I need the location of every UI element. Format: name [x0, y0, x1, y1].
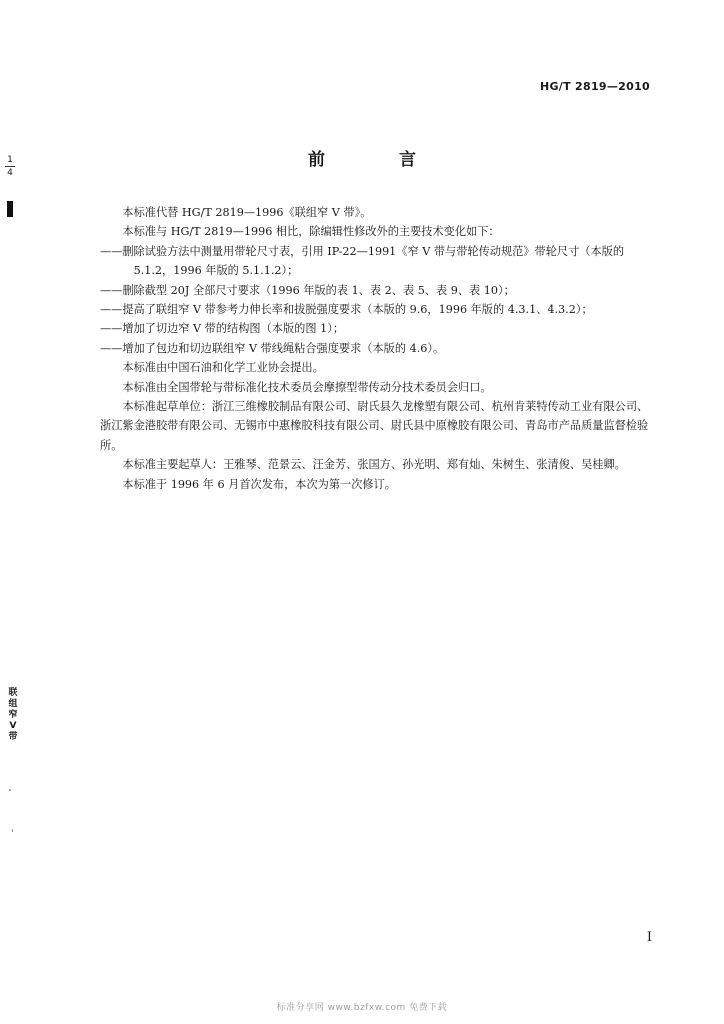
paragraph-changes-intro: 本标准与 HG/T 2819—1996 相比，除编辑性修改外的主要技术变化如下：	[122, 225, 500, 239]
page-number: I	[646, 930, 652, 945]
change-item-1: ——删除试验方法中测量用带轮尺寸表，引用 IP-22—1991《窄 V 带与带轮传动规范》带轮尺寸（本版的 5.1.2，1996 年版的 5.1.1.2）；	[99, 244, 625, 278]
paragraph-proposer: 本标准由中国石油和化学工业协会提出。	[122, 361, 324, 375]
margin-fraction-top: 1	[7, 155, 13, 165]
paragraph-committee: 本标准由全国带轮与带标准化技术委员会摩擦型带传动分技术委员会归口。	[122, 380, 492, 394]
scan-speck	[9, 789, 11, 791]
paragraph-release-history: 本标准于 1996 年 6 月首次发布，本次为第一次修订。	[122, 477, 396, 491]
change-item-3: ——提高了联组窄 V 带参考力伸长率和拔脱强度要求（本版的 9.6，1996 年版的 4.3.1、4.3.2）；	[99, 303, 593, 317]
change-item-5: ——增加了包边和切边联组窄 V 带线绳粘合强度要求（本版的 4.6）。	[99, 341, 445, 355]
margin-fraction-bottom: 4	[7, 168, 13, 178]
change-item-2: ——删除截型 20J 全部尺寸要求（1996 年版的表 1、表 2、表 5、表 9、表 10）；	[99, 283, 515, 297]
paragraph-drafters: 本标准主要起草人：王雅琴、范景云、汪金芳、张国方、孙光明、郑有灿、朱树生、张清俊、吴桂卿。	[122, 458, 626, 472]
paragraph-drafting-units: 本标准起草单位：浙江三维橡胶制品有限公司、尉氏县久龙橡塑有限公司、杭州肯莱特传动工业有限公司、浙江紫金港胶带有限公司、无锡市中惠橡胶科技有限公司、尉氏县中原橡胶有限公司、青岛市产品质量监督检验所。	[100, 400, 649, 452]
margin-vertical-label: 联组窄V带	[8, 688, 18, 742]
document-body	[100, 203, 656, 494]
scan-speck	[12, 829, 13, 832]
standard-code: HG/T 2819—2010	[539, 80, 650, 93]
margin-black-mark	[7, 201, 13, 217]
paragraph-replacement: 本标准代替 HG/T 2819—1996《联组窄 V 带》。	[122, 206, 372, 219]
watermark-text: 标准分享网 www.bzfxw.com 免费下载	[276, 1003, 448, 1013]
page-title: 前 言	[308, 150, 450, 170]
change-item-4: ——增加了切边窄 V 带的结构图（本版的图 1）；	[99, 322, 345, 336]
